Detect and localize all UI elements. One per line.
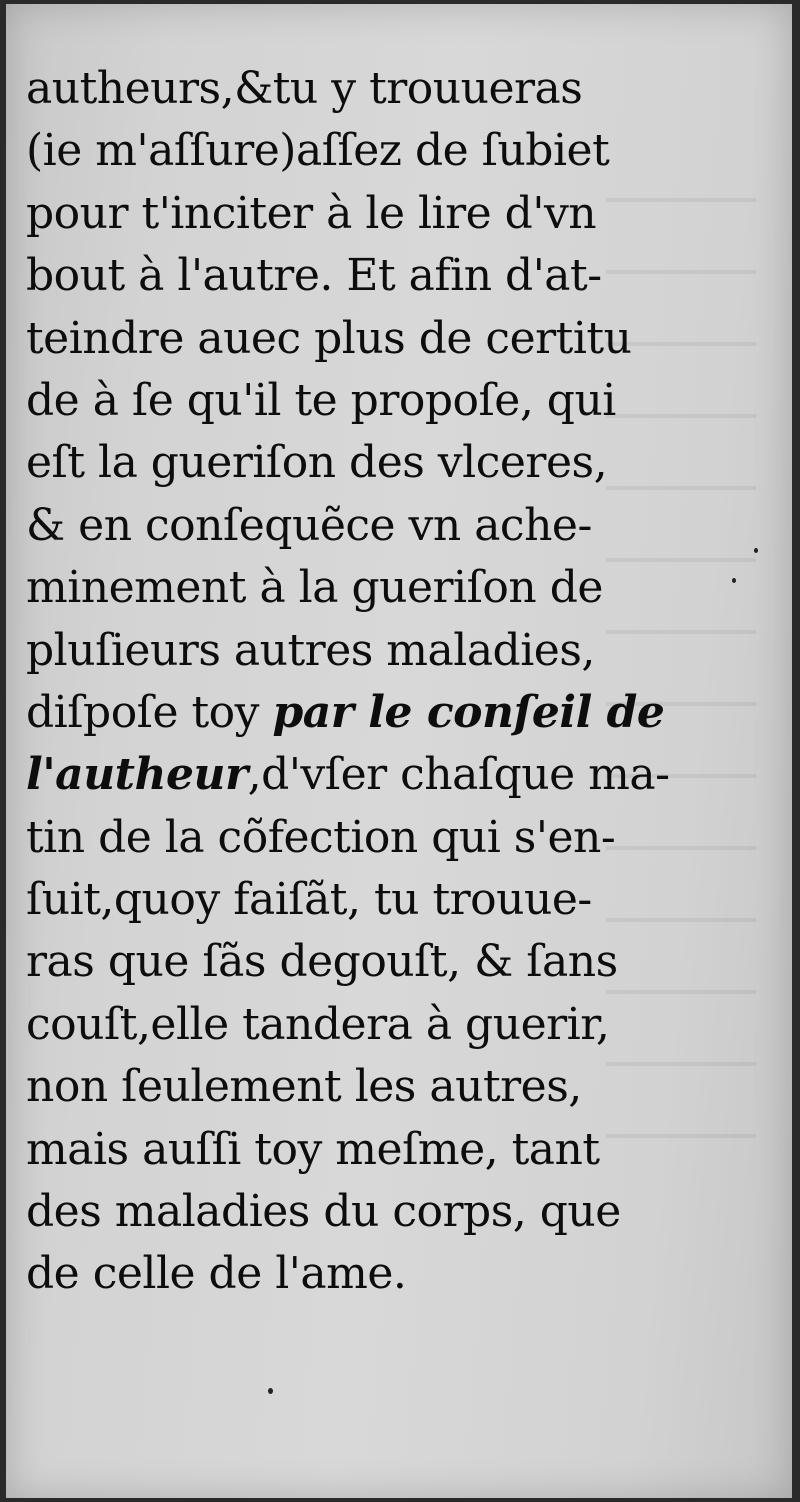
text-line: pluſieurs autres maladies, [26,624,595,676]
text-line: pour t'inciter à le lire d'vn [26,187,597,239]
text-segment: diſpoſe toy [26,686,273,738]
text-line: mais auſſi toy meſme, tant [26,1123,600,1175]
text-line: (ie m'aſſure)aſſez de ſubiet [26,125,610,177]
book-page [6,4,792,1498]
text-line: eſt la gueriſon des vlceres, [26,437,608,489]
text-line: des maladies du corps, que [26,1186,621,1238]
text-line: minement à la gueriſon de [26,562,603,614]
italic-phrase: l'autheur [26,749,248,801]
text-line: ſuit,quoy faiſãt, tu trouue- [26,874,592,926]
text-line: bout à l'autre. Et afin d'at- [26,250,602,302]
text-line: & en conſequẽce vn ache- [26,499,592,551]
text-line: tin de la cõfection qui s'en- [26,811,616,863]
text-line: teindre auec plus de certitu [26,312,632,364]
text-line: couſt,elle tandera à guerir, [26,998,610,1050]
ink-speck [732,578,736,583]
text-line: autheurs,&tu y trouueras [26,63,583,114]
text-line [26,744,670,806]
text-line [26,682,665,744]
text-segment: ,d'vſer chaſque ma- [247,749,670,801]
text-line: non ſeulement les autres, [26,1061,582,1113]
ink-speck [754,548,758,553]
text-line: de celle de l'ame. [26,1248,407,1300]
text-line: de à ſe qu'il te propoſe, qui [26,374,616,426]
text-line: ras que ſãs degouſt, & ſans [26,936,618,988]
ink-speck [268,1388,273,1394]
italic-phrase: par le conſeil de [272,686,665,738]
body-text [26,58,670,1306]
